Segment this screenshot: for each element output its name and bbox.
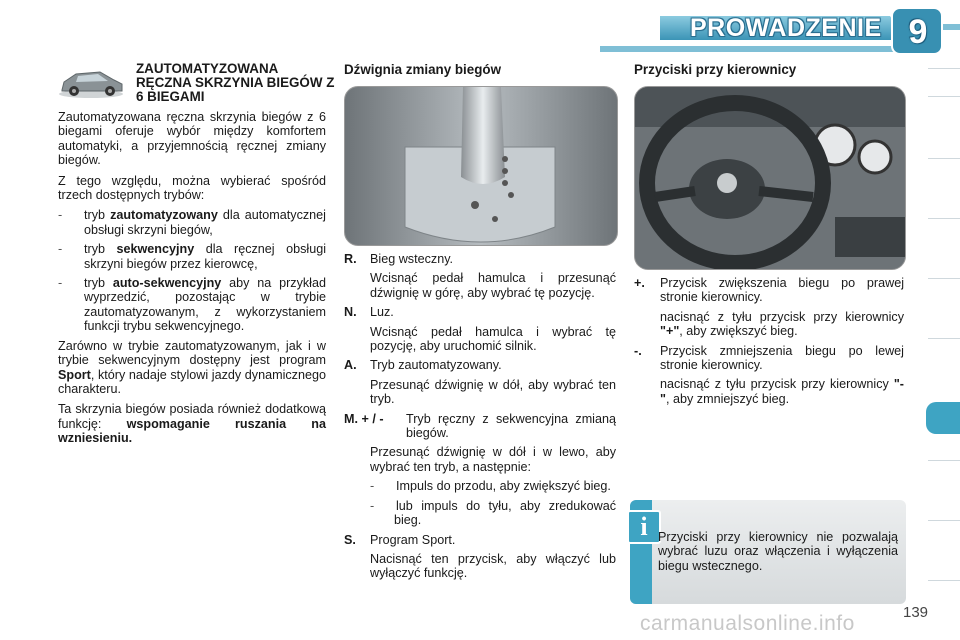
lever-step: Nacisnąć ten przycisk, aby włączyć lub wyłączyć funkcję. — [370, 551, 616, 581]
lever-position-a: A. Tryb zautomatyzowany. — [344, 358, 502, 373]
lever-substep: - Impuls do przodu, aby zwiększyć bieg. — [370, 479, 611, 494]
chapter-tab[interactable] — [928, 278, 960, 305]
right-column — [634, 276, 904, 411]
page-title: PROWADZENIE — [690, 14, 882, 42]
lever-position-n: N. Luz. — [344, 305, 394, 320]
info-text: Przyciski przy kierownicy nie pozwalają wybrać luzu oraz włączenia i wyłączenia biegu wstecznego. — [658, 530, 898, 573]
modes-intro: Z tego względu, można wybierać spośród trzech dostępnych trybów: — [58, 173, 326, 203]
lever-position-r: R. Bieg wsteczny. — [344, 252, 454, 266]
chapter-tab[interactable] — [928, 68, 960, 95]
lever-position-s: S. Program Sport. — [344, 532, 456, 547]
mode-item: - tryb zautomatyzowany dla automatycznej obsługi skrzyni biegów, — [58, 208, 326, 237]
middle-column — [344, 252, 616, 586]
hill-assist-paragraph: Ta skrzynia biegów posiada również dodatkową funkcję: wspomaganie ruszania na wzniesieniu. — [58, 402, 326, 446]
lever-step: Przesunąć dźwignię w dół i w lewo, aby wybrać ten tryb, a następnie: — [370, 445, 616, 474]
lever-step: Przesunąć dźwignię w dół, aby wybrać ten tryb. — [370, 377, 616, 407]
lever-step: Wcisnąć pedał hamulca i wybrać tę pozycję, aby uruchomić silnik. — [370, 324, 616, 354]
lever-step: Wcisnąć pedał hamulca i przesunąć dźwignię w górę, aby wybrać tę pozycję. — [370, 271, 616, 300]
section-heading-lever: Dźwignia zmiany biegów — [344, 62, 501, 77]
chapter-tab[interactable] — [928, 218, 960, 245]
mode-item: - tryb auto-sekwencyjny aby na przykład wyprzedzić, pozostając w trybie zautomatyzowanym, z wykorzystaniem funkcji trybu sekwencyjnego. — [58, 276, 326, 334]
car-icon — [56, 64, 126, 100]
section-heading-paddles: Przyciski przy kierownicy — [634, 62, 797, 77]
chapter-number: 9 — [908, 13, 928, 51]
chapter-tab-strip — [928, 68, 960, 613]
steering-wheel-photo — [634, 86, 906, 270]
chapter-tab[interactable] — [928, 580, 960, 607]
page-number: 139 — [903, 604, 929, 621]
watermark: carmanualsonline.info — [640, 612, 855, 635]
paddle-step: nacisnąć z tyłu przycisk przy kierownicy "-", aby zmniejszyć bieg. — [660, 377, 904, 406]
lever-substep: - lub impuls do tyłu, aby zredukować bieg. — [370, 498, 616, 528]
paddle-minus: -. Przycisk zmniejszenia biegu po lewej stronie kierownicy. — [634, 343, 904, 373]
chapter-tab-active[interactable] — [926, 402, 960, 434]
left-column — [58, 110, 326, 452]
section-heading-gearbox: ZAUTOMATYZOWANA RĘCZNA SKRZYNIA BIEGÓW Z 6 BIEGAMI — [136, 61, 335, 104]
intro-paragraph: Zautomatyzowana ręczna skrzynia biegów z 6 biegami oferuje wybór między komfortem automatyki, a przyjemnością ręcznej zmiany biegów. — [58, 110, 326, 168]
chapter-tab[interactable] — [928, 338, 960, 365]
info-icon: i — [627, 510, 661, 544]
lever-position-m: M. + / - Tryb ręczny z sekwencyjna zmianą biegów. — [344, 411, 616, 441]
paddle-step: nacisnąć z tyłu przycisk przy kierownicy "+", aby zwiększyć bieg. — [660, 309, 904, 339]
chapter-tab[interactable] — [928, 460, 960, 487]
paddle-plus: +. Przycisk zwiększenia biegu po prawej stronie kierownicy. — [634, 276, 904, 305]
sport-paragraph: Zarówno w trybie zautomatyzowanym, jak i w trybie sekwencyjnym dostępny jest program Sport, który nadaje stylowi jazdy dynamicznego charakteru. — [58, 338, 326, 396]
mode-item: - tryb sekwencyjny dla ręcznej obsługi skrzyni biegów przez kierowcę, — [58, 242, 327, 271]
chapter-tab[interactable] — [928, 520, 960, 547]
chapter-tab[interactable] — [928, 96, 960, 123]
gear-lever-photo — [344, 86, 618, 246]
chapter-tab[interactable] — [928, 158, 960, 185]
